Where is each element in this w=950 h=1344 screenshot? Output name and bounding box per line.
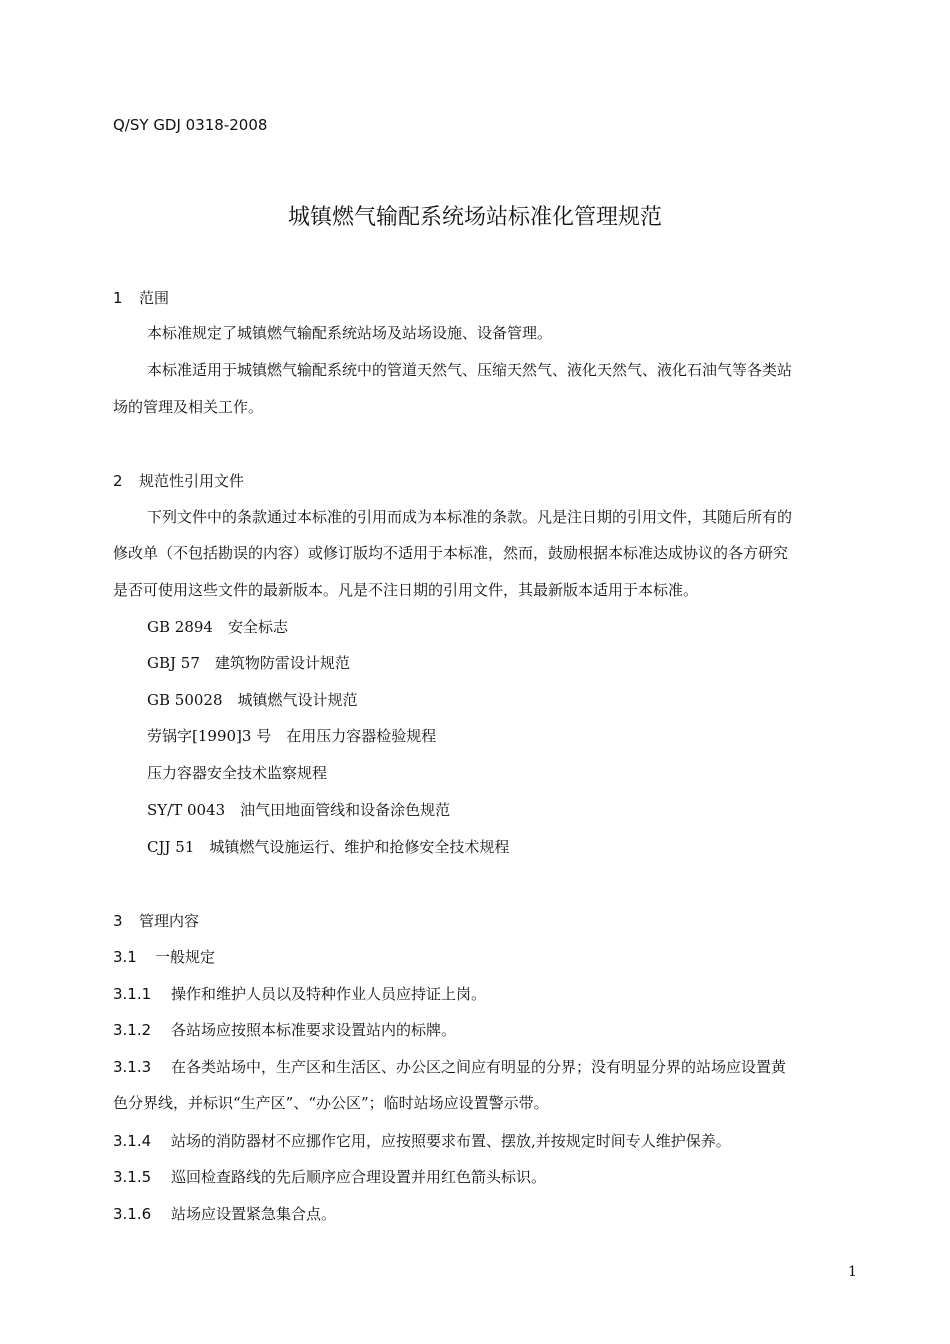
subsection-number: 3.1 (113, 948, 137, 966)
clause-item (113, 1166, 546, 1187)
reference-item: CJJ 51 城镇燃气设施运行、维护和抢修安全技术规程 (147, 838, 510, 856)
section-title: 管理内容 (139, 912, 200, 930)
clause-number: 3.1.3 (113, 1058, 152, 1076)
section-2-heading (113, 470, 244, 491)
clause-text: 站场的消防器材不应挪作它用，应按照要求布置、摆放,并按规定时间专人维护保养。 (171, 1132, 731, 1150)
page-title: 城镇燃气输配系统场站标准化管理规范 (287, 205, 662, 230)
clause-item (113, 1203, 336, 1224)
clause-number: 3.1.6 (113, 1205, 152, 1223)
clause-continuation: 色分界线，并标识“生产区”、“办公区”；临时站场应设置警示带。 (113, 1094, 549, 1112)
paragraph: 下列文件中的条款通过本标准的引用而成为本标准的条款。凡是注日期的引用文件，其随后所有的 (147, 508, 793, 526)
clause-text: 站场应设置紧急集合点。 (171, 1205, 337, 1223)
reference-item: 劳锅字[1990]3 号 在用压力容器检验规程 (147, 727, 437, 745)
reference-item: GB 2894 安全标志 (147, 618, 288, 636)
section-3-heading (113, 910, 199, 931)
clause-text: 操作和维护人员以及特种作业人员应持证上岗。 (171, 985, 487, 1003)
subsection-heading (113, 946, 215, 967)
section-number: 3 (113, 912, 123, 930)
document-code: Q/SY GDJ 0318-2008 (113, 116, 268, 134)
section-1-heading (113, 287, 169, 308)
reference-item: GBJ 57 建筑物防雷设计规范 (147, 654, 350, 672)
section-title: 规范性引用文件 (139, 472, 245, 490)
subsection-title: 一般规定 (155, 948, 216, 966)
section-number: 1 (113, 289, 123, 307)
section-title: 范围 (139, 289, 170, 307)
reference-item: GB 50028 城镇燃气设计规范 (147, 691, 358, 709)
section-number: 2 (113, 472, 123, 490)
clause-number: 3.1.1 (113, 985, 152, 1003)
clause-text: 各站场应按照本标准要求设置站内的标牌。 (171, 1021, 457, 1039)
clause-item (113, 983, 486, 1004)
reference-item: SY/T 0043 油气田地面管线和设备涂色规范 (147, 801, 451, 819)
page-number: 1 (848, 1264, 857, 1280)
paragraph-continuation: 修改单（不包括勘误的内容）或修订版均不适用于本标准，然而，鼓励根据本标准达成协议的各方研究 (113, 544, 789, 562)
clause-item (113, 1130, 731, 1151)
clause-item (113, 1019, 456, 1040)
clause-number: 3.1.2 (113, 1021, 152, 1039)
paragraph-continuation: 场的管理及相关工作。 (113, 398, 264, 416)
clause-text: 巡回检查路线的先后顺序应合理设置并用红色箭头标识。 (171, 1168, 547, 1186)
paragraph-continuation: 是否可使用这些文件的最新版本。凡是不注日期的引用文件，其最新版本适用于本标准。 (113, 581, 699, 599)
clause-number: 3.1.5 (113, 1168, 152, 1186)
clause-number: 3.1.4 (113, 1132, 152, 1150)
reference-item: 压力容器安全技术监察规程 (147, 764, 328, 782)
clause-item (113, 1056, 786, 1077)
clause-text: 在各类站场中，生产区和生活区、办公区之间应有明显的分界；没有明显分界的站场应设置黄 (171, 1058, 787, 1076)
paragraph: 本标准规定了城镇燃气输配系统站场及站场设施、设备管理。 (147, 324, 553, 342)
paragraph: 本标准适用于城镇燃气输配系统中的管道天然气、压缩天然气、液化天然气、液化石油气等各类站 (147, 361, 793, 379)
